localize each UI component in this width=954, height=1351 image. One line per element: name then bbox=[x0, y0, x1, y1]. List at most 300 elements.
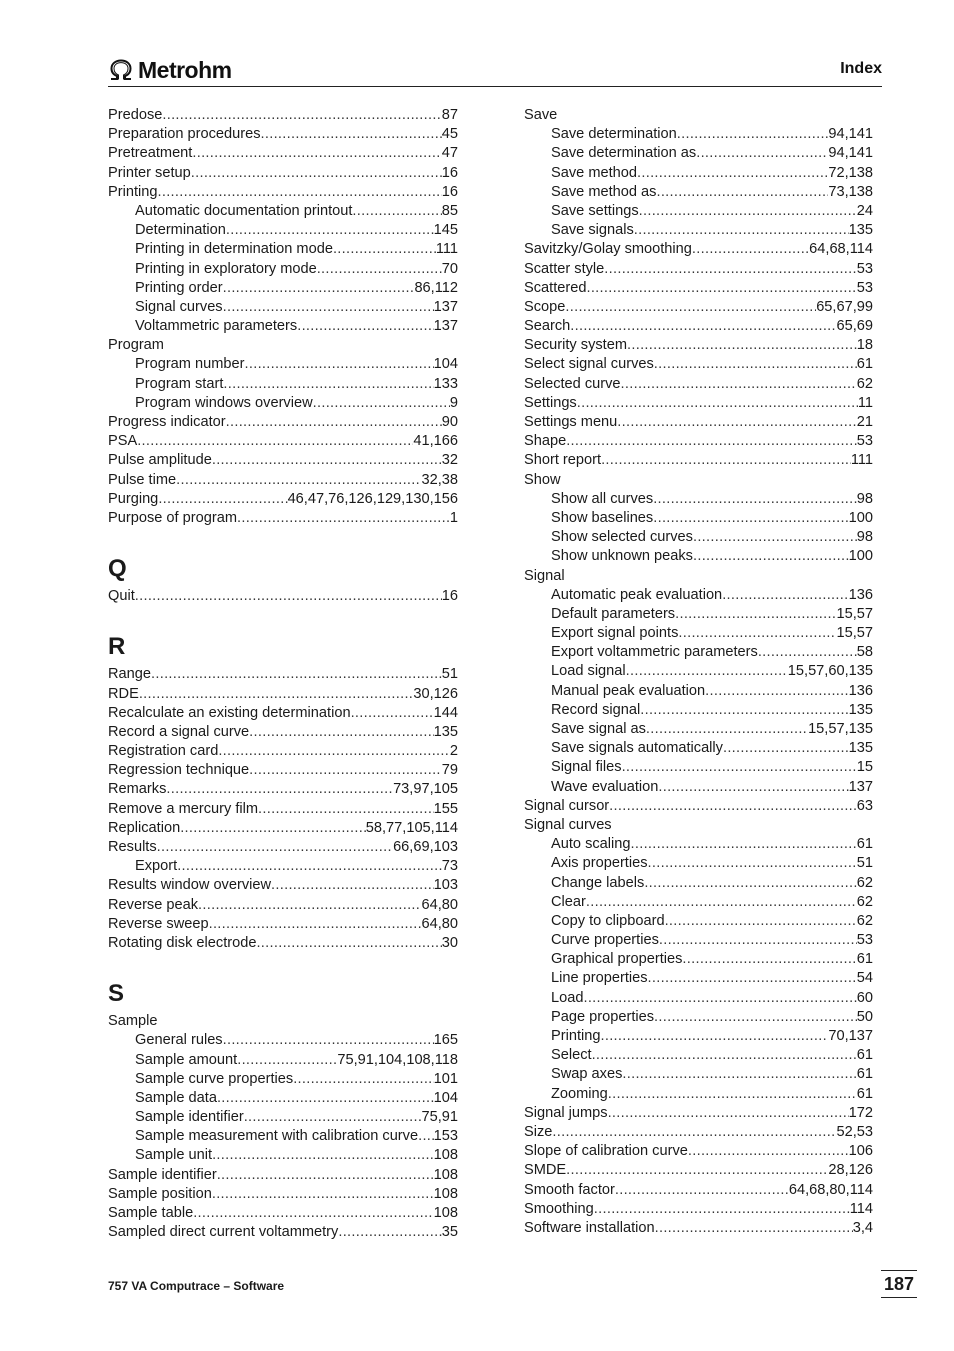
dot-leader bbox=[622, 1065, 856, 1084]
entry-term: Save settings bbox=[551, 202, 639, 219]
entry-term: Shape bbox=[524, 433, 567, 450]
index-subentry bbox=[108, 857, 458, 876]
entry-pages: 104 bbox=[433, 356, 458, 373]
index-entry bbox=[524, 1104, 873, 1123]
entry-term: Graphical properties bbox=[551, 951, 683, 968]
index-entry bbox=[108, 800, 458, 819]
index-entry bbox=[524, 1161, 873, 1180]
index-subentry bbox=[524, 778, 873, 797]
index-entry bbox=[108, 723, 458, 742]
entry-pages: 100 bbox=[848, 509, 873, 526]
index-subentry bbox=[108, 298, 458, 317]
dot-leader bbox=[758, 643, 857, 662]
entry-term: Swap axes bbox=[551, 1066, 623, 1083]
entry-term: Show selected curves bbox=[551, 529, 693, 546]
entry-term: Remarks bbox=[108, 781, 167, 798]
entry-term: Pulse time bbox=[108, 471, 177, 488]
dot-leader bbox=[586, 279, 856, 298]
dot-leader bbox=[653, 490, 857, 509]
index-entry bbox=[108, 915, 458, 934]
dot-leader bbox=[631, 835, 857, 854]
index-entry bbox=[108, 509, 458, 528]
entry-pages: 98 bbox=[856, 490, 873, 507]
entry-pages: 41,166 bbox=[413, 433, 458, 450]
index-entry bbox=[524, 260, 873, 279]
entry-pages: 1 bbox=[449, 509, 458, 526]
entry-pages: 103 bbox=[433, 877, 458, 894]
dot-leader bbox=[135, 587, 442, 606]
entry-term: Scattered bbox=[524, 279, 587, 296]
index-entry bbox=[108, 471, 458, 490]
index-entry bbox=[108, 451, 458, 470]
entry-pages: 45 bbox=[441, 126, 458, 143]
dot-leader bbox=[317, 260, 442, 279]
index-entry bbox=[108, 413, 458, 432]
entry-term: Voltammetric parameters bbox=[135, 318, 298, 335]
entry-term: Program number bbox=[135, 356, 245, 373]
dot-leader bbox=[237, 1051, 337, 1070]
entry-term: Software installation bbox=[524, 1219, 655, 1236]
entry-term: Preparation procedures bbox=[108, 126, 261, 143]
entry-term: Sample position bbox=[108, 1185, 212, 1202]
dot-leader bbox=[223, 279, 415, 298]
dot-leader bbox=[634, 221, 849, 240]
index-entry bbox=[108, 780, 458, 799]
entry-term: Printer setup bbox=[108, 164, 191, 181]
index-subentry bbox=[524, 1027, 873, 1046]
index-entry bbox=[108, 1204, 458, 1223]
entry-pages: 98 bbox=[856, 529, 873, 546]
index-subentry bbox=[524, 144, 873, 163]
entry-term: Reverse peak bbox=[108, 896, 199, 913]
index-entry bbox=[108, 432, 458, 451]
entry-pages: 137 bbox=[433, 318, 458, 335]
entry-pages: 15,57 bbox=[836, 625, 873, 642]
dot-leader bbox=[693, 528, 857, 547]
dot-leader bbox=[566, 432, 857, 451]
dot-leader bbox=[192, 144, 441, 163]
entry-pages: 73,97,105 bbox=[393, 781, 458, 798]
dot-leader bbox=[249, 723, 433, 742]
index-heading: Program bbox=[108, 337, 164, 354]
entry-pages: 73 bbox=[441, 858, 458, 875]
dot-leader bbox=[217, 1089, 434, 1108]
index-subentry bbox=[524, 874, 873, 893]
index-entry bbox=[108, 183, 458, 202]
dot-leader bbox=[658, 778, 848, 797]
dot-leader bbox=[271, 876, 434, 895]
index-entry bbox=[108, 761, 458, 780]
entry-term: Slope of calibration curve bbox=[524, 1143, 688, 1160]
entry-term: Sample identifier bbox=[135, 1109, 244, 1126]
entry-term: Program start bbox=[135, 375, 224, 392]
dot-leader bbox=[586, 893, 857, 912]
entry-term: Sample table bbox=[108, 1205, 194, 1221]
footer-product-title: 757 VA Computrace – Software bbox=[108, 1279, 285, 1293]
entry-pages: 94,141 bbox=[828, 145, 873, 162]
entry-pages: 114 bbox=[849, 1200, 873, 1217]
dot-leader bbox=[604, 260, 856, 279]
dot-leader bbox=[176, 471, 421, 490]
entry-pages: 104 bbox=[433, 1089, 458, 1106]
letter-section bbox=[108, 528, 458, 587]
index-entry bbox=[524, 394, 873, 413]
section-title: Index bbox=[840, 60, 882, 77]
entry-pages: 136 bbox=[848, 682, 873, 699]
letter-section bbox=[108, 953, 458, 1012]
entry-term: Auto scaling bbox=[551, 836, 631, 853]
entry-pages: 108 bbox=[433, 1205, 458, 1221]
entry-pages: 54 bbox=[856, 970, 873, 987]
entry-term: Default parameters bbox=[551, 605, 676, 622]
index-subentry bbox=[108, 240, 458, 259]
entry-term: Scatter style bbox=[524, 260, 605, 277]
dot-leader bbox=[693, 547, 849, 566]
dot-leader bbox=[258, 800, 434, 819]
entry-pages: 30 bbox=[441, 934, 458, 951]
entry-term: Reverse sweep bbox=[108, 915, 209, 932]
entry-term: Recalculate an existing determination bbox=[108, 704, 351, 721]
index-subentry bbox=[524, 586, 873, 605]
entry-pages: 135 bbox=[433, 723, 458, 740]
entry-pages: 61 bbox=[856, 1066, 873, 1083]
dot-leader bbox=[696, 144, 828, 163]
entry-term: Export signal points bbox=[551, 625, 679, 642]
dot-leader bbox=[639, 202, 857, 221]
dot-leader bbox=[333, 240, 436, 259]
dot-leader bbox=[627, 336, 857, 355]
dot-leader bbox=[198, 896, 421, 915]
entry-term: Savitzky/Golay smoothing bbox=[524, 241, 692, 258]
entry-pages: 52,53 bbox=[836, 1123, 873, 1140]
index-entry bbox=[108, 164, 458, 183]
entry-pages: 172 bbox=[848, 1104, 873, 1121]
header-rule bbox=[108, 86, 882, 87]
entry-term: Save signal as bbox=[551, 721, 646, 737]
entry-pages: 21 bbox=[856, 414, 873, 430]
entry-term: Registration card bbox=[108, 743, 219, 760]
entry-term: Signal curves bbox=[135, 298, 223, 315]
entry-term: Sample unit bbox=[135, 1147, 213, 1164]
index-entry bbox=[524, 413, 873, 432]
omega-icon bbox=[108, 58, 134, 82]
index-subentry bbox=[524, 509, 873, 528]
dot-leader bbox=[418, 1127, 434, 1146]
entry-term: Save signals automatically bbox=[551, 740, 723, 757]
entry-pages: 32,38 bbox=[421, 471, 458, 488]
index-subentry bbox=[524, 854, 873, 873]
dot-leader bbox=[212, 1146, 434, 1165]
entry-term: Smoothing bbox=[524, 1200, 594, 1217]
entry-term: Regression technique bbox=[108, 762, 250, 779]
dot-leader bbox=[653, 509, 848, 528]
entry-term: Record a signal curve bbox=[108, 723, 250, 740]
dot-leader bbox=[654, 1008, 857, 1027]
entry-term: Purging bbox=[108, 490, 159, 507]
entry-pages: 60 bbox=[856, 989, 873, 1006]
entry-pages: 35 bbox=[441, 1224, 458, 1241]
dot-leader bbox=[617, 413, 856, 432]
dot-leader bbox=[622, 758, 857, 777]
entry-pages: 9 bbox=[449, 394, 458, 411]
entry-term: RDE bbox=[108, 685, 139, 702]
entry-pages: 16 bbox=[441, 183, 458, 200]
dot-leader bbox=[139, 685, 414, 704]
dot-leader bbox=[157, 838, 393, 857]
entry-term: Save method bbox=[551, 164, 637, 181]
entry-term: Results bbox=[108, 839, 157, 855]
entry-term: PSA bbox=[108, 433, 138, 450]
index-subentry bbox=[524, 624, 873, 643]
entry-term: Copy to clipboard bbox=[551, 912, 665, 929]
entry-pages: 61 bbox=[856, 1085, 873, 1102]
entry-term: Sample identifier bbox=[108, 1166, 217, 1183]
entry-pages: 65,69 bbox=[836, 318, 873, 335]
entry-term: Automatic documentation printout bbox=[135, 202, 353, 219]
entry-pages: 165 bbox=[433, 1032, 458, 1049]
index-subentry bbox=[108, 1127, 458, 1146]
entry-pages: 61 bbox=[856, 1047, 873, 1064]
index-subentry bbox=[524, 125, 873, 144]
entry-term: Pretreatment bbox=[108, 145, 193, 162]
entry-pages: 64,80 bbox=[421, 896, 458, 913]
index-subentry bbox=[524, 605, 873, 624]
entry-pages: 53 bbox=[856, 260, 873, 277]
index-subentry bbox=[108, 1108, 458, 1127]
dot-leader bbox=[615, 1181, 789, 1200]
dot-leader bbox=[158, 490, 287, 509]
dot-leader bbox=[600, 1027, 828, 1046]
entry-pages: 79 bbox=[441, 762, 458, 779]
entry-term: Zooming bbox=[551, 1085, 608, 1102]
entry-term: Purpose of program bbox=[108, 509, 237, 526]
entry-pages: 73,138 bbox=[828, 183, 873, 200]
index-entry bbox=[524, 1219, 873, 1238]
entry-pages: 70 bbox=[441, 260, 458, 277]
index-entry bbox=[108, 106, 458, 125]
dot-leader bbox=[577, 394, 858, 413]
entry-pages: 111 bbox=[435, 241, 458, 258]
dot-leader bbox=[609, 797, 857, 816]
index-subentry bbox=[524, 758, 873, 777]
index-entry bbox=[524, 317, 873, 336]
entry-term: Short report bbox=[524, 452, 602, 469]
index-subentry bbox=[524, 969, 873, 988]
dot-leader bbox=[137, 432, 413, 451]
dot-leader bbox=[654, 355, 857, 374]
index-entry bbox=[524, 336, 873, 355]
dot-leader bbox=[659, 931, 857, 950]
entry-pages: 153 bbox=[433, 1128, 458, 1145]
entry-term: Remove a mercury film bbox=[108, 800, 259, 817]
entry-pages: 58 bbox=[856, 644, 873, 661]
index-subentry bbox=[524, 1085, 873, 1104]
entry-pages: 155 bbox=[433, 800, 458, 817]
dot-leader bbox=[677, 125, 829, 144]
entry-pages: 137 bbox=[848, 778, 873, 795]
index-subentry bbox=[524, 490, 873, 509]
entry-pages: 145 bbox=[433, 222, 458, 239]
index-entry bbox=[108, 587, 458, 606]
entry-term: Determination bbox=[135, 222, 226, 239]
index-subentry bbox=[524, 701, 873, 720]
index-subentry bbox=[108, 1031, 458, 1050]
dot-leader bbox=[162, 106, 441, 125]
entry-pages: 63 bbox=[856, 797, 873, 814]
entry-term: Printing in determination mode bbox=[135, 241, 333, 258]
dot-leader bbox=[570, 317, 836, 336]
dot-leader bbox=[723, 739, 849, 758]
entry-pages: 53 bbox=[856, 279, 873, 296]
index-subentry bbox=[524, 989, 873, 1008]
dot-leader bbox=[626, 662, 788, 681]
index-subentry bbox=[108, 1051, 458, 1070]
index-subentry bbox=[108, 317, 458, 336]
dot-leader bbox=[249, 761, 442, 780]
index-subentry bbox=[524, 912, 873, 931]
dot-leader bbox=[212, 451, 442, 470]
entry-term: Sample data bbox=[135, 1089, 217, 1106]
entry-pages: 101 bbox=[433, 1070, 458, 1087]
entry-pages: 75,91,104,108,118 bbox=[337, 1051, 458, 1068]
index-subentry bbox=[524, 643, 873, 662]
index-subentry bbox=[108, 355, 458, 374]
dot-leader bbox=[338, 1223, 441, 1242]
entry-pages: 51 bbox=[441, 666, 458, 683]
dot-leader bbox=[601, 451, 851, 470]
entry-term: Save determination as bbox=[551, 145, 697, 162]
index-subentry bbox=[524, 528, 873, 547]
index-entry bbox=[108, 934, 458, 953]
index-entry bbox=[524, 279, 873, 298]
entry-pages: 11 bbox=[857, 394, 873, 411]
entry-term: Save method as bbox=[551, 183, 657, 200]
entry-pages: 85 bbox=[441, 202, 458, 219]
dot-leader bbox=[648, 969, 857, 988]
index-subentry bbox=[524, 720, 873, 739]
entry-term: Clear bbox=[551, 893, 586, 910]
index-heading: Save bbox=[524, 107, 558, 123]
dot-leader bbox=[583, 989, 856, 1008]
entry-pages: 64,80 bbox=[421, 915, 458, 932]
entry-pages: 64,68,80,114 bbox=[788, 1181, 873, 1198]
index-subentry bbox=[524, 547, 873, 566]
entry-pages: 15,57,60,135 bbox=[787, 663, 873, 680]
entry-term: Selected curve bbox=[524, 375, 621, 392]
section-letter: R bbox=[108, 633, 126, 661]
entry-term: Sample amount bbox=[135, 1051, 238, 1068]
index-heading: Signal bbox=[524, 567, 565, 584]
index-subentry bbox=[524, 893, 873, 912]
index-subentry bbox=[524, 835, 873, 854]
index-subentry bbox=[108, 1146, 458, 1165]
entry-pages: 15,57,135 bbox=[808, 721, 873, 737]
index-subentry bbox=[108, 279, 458, 298]
index-subentry bbox=[524, 950, 873, 969]
index-subentry bbox=[524, 739, 873, 758]
dot-leader bbox=[608, 1085, 857, 1104]
entry-pages: 70,137 bbox=[828, 1028, 873, 1044]
index-entry bbox=[524, 1142, 873, 1161]
index-subentry bbox=[108, 221, 458, 240]
index-subentry bbox=[108, 375, 458, 394]
entry-term: Save determination bbox=[551, 126, 677, 143]
entry-pages: 111 bbox=[850, 452, 873, 469]
index-entry bbox=[108, 1185, 458, 1204]
dot-leader bbox=[678, 624, 836, 643]
entry-pages: 72,138 bbox=[828, 164, 873, 181]
dot-leader bbox=[665, 912, 857, 931]
entry-pages: 58,77,105,114 bbox=[365, 819, 458, 836]
index-column-right bbox=[524, 106, 873, 1238]
index-entry bbox=[108, 1223, 458, 1242]
entry-term: Progress indicator bbox=[108, 414, 226, 430]
entry-pages: 24 bbox=[856, 202, 873, 219]
entry-pages: 3,4 bbox=[852, 1219, 873, 1236]
section-letter: Q bbox=[108, 555, 127, 583]
index-entry bbox=[524, 797, 873, 816]
index-entry bbox=[524, 240, 873, 259]
entry-term: Sample curve properties bbox=[135, 1070, 294, 1087]
dot-leader bbox=[566, 1161, 828, 1180]
entry-term: Settings menu bbox=[524, 414, 618, 430]
dot-leader bbox=[552, 1123, 836, 1142]
index-entry bbox=[108, 819, 458, 838]
dot-leader bbox=[212, 1185, 434, 1204]
dot-leader bbox=[157, 183, 441, 202]
letter-section bbox=[108, 606, 458, 665]
index-subentry bbox=[524, 662, 873, 681]
index-entry bbox=[108, 125, 458, 144]
entry-term: Scope bbox=[524, 298, 566, 315]
dot-leader bbox=[193, 1204, 433, 1223]
entry-pages: 30,126 bbox=[413, 685, 458, 702]
entry-pages: 61 bbox=[856, 836, 873, 853]
entry-pages: 18 bbox=[856, 337, 873, 354]
dot-leader bbox=[646, 720, 808, 739]
entry-term: Signal files bbox=[551, 759, 622, 776]
index-entry bbox=[108, 742, 458, 761]
entry-term: Program windows overview bbox=[135, 394, 313, 411]
dot-leader bbox=[688, 1142, 849, 1161]
entry-pages: 62 bbox=[856, 874, 873, 891]
dot-leader bbox=[223, 1031, 434, 1050]
dot-leader bbox=[293, 1070, 433, 1089]
index-subentry bbox=[108, 1070, 458, 1089]
index-subentry bbox=[524, 1065, 873, 1084]
entry-pages: 137 bbox=[433, 298, 458, 315]
index-entry bbox=[524, 298, 873, 317]
dot-leader bbox=[351, 704, 434, 723]
index-entry bbox=[524, 1181, 873, 1200]
entry-pages: 106 bbox=[848, 1143, 873, 1160]
entry-term: Printing order bbox=[135, 279, 223, 296]
dot-leader bbox=[655, 1219, 853, 1238]
dot-leader bbox=[644, 874, 856, 893]
entry-pages: 46,47,76,126,129,130,156 bbox=[287, 490, 458, 507]
dot-leader bbox=[640, 701, 848, 720]
index-subentry bbox=[524, 202, 873, 221]
dot-leader bbox=[594, 1200, 850, 1219]
dot-leader bbox=[352, 202, 441, 221]
index-entry bbox=[524, 432, 873, 451]
page-number: 187 bbox=[881, 1270, 917, 1298]
entry-term: Show baselines bbox=[551, 509, 654, 526]
entry-pages: 53 bbox=[856, 433, 873, 450]
index-subentry bbox=[524, 682, 873, 701]
entry-term: Automatic peak evaluation bbox=[551, 586, 723, 603]
entry-term: Signal cursor bbox=[524, 797, 610, 814]
